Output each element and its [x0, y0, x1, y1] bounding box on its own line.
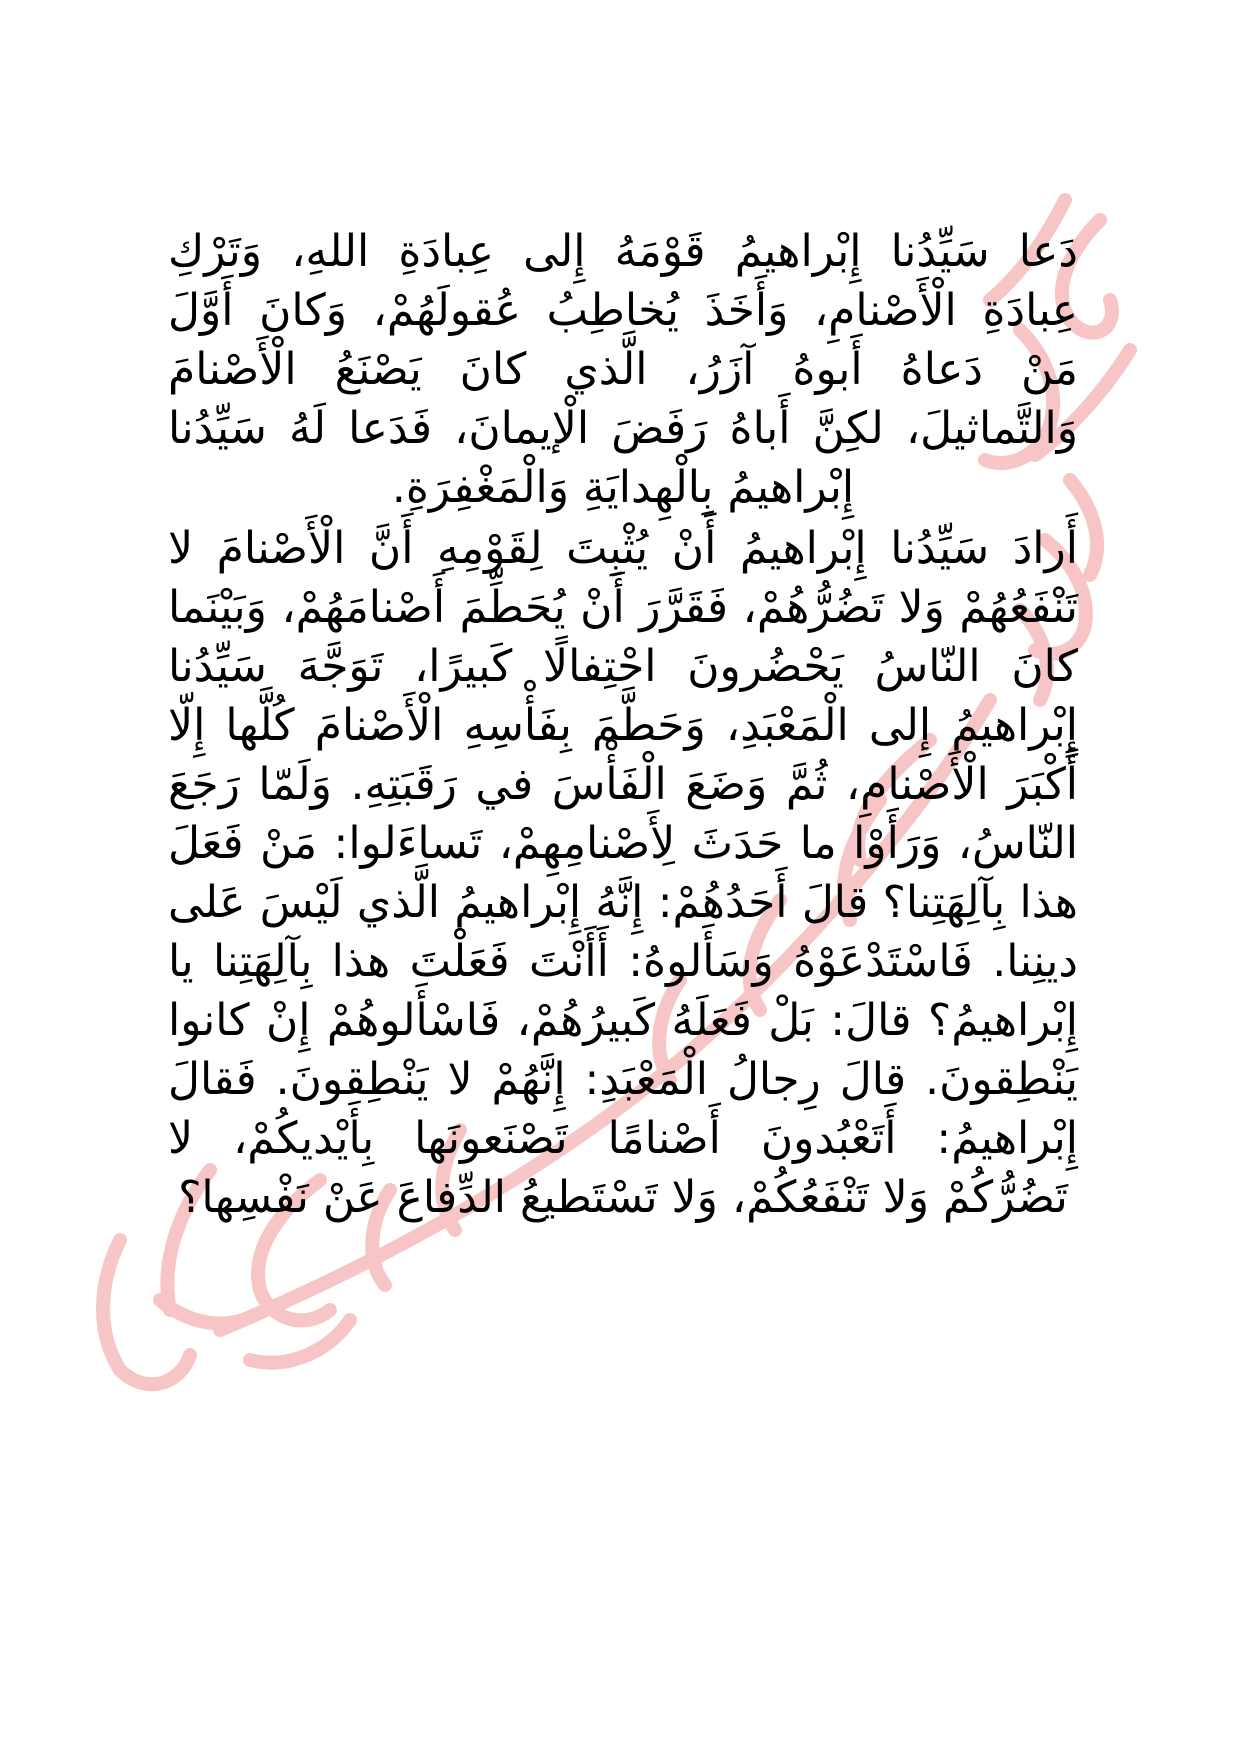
paragraph-2: أَرادَ سَيِّدُنا إِبْراهيمُ أَنْ يُثْبِتَ لِقَوْمِهِ أَنَّ الْأَصْنامَ لا تَنْفَعُهُمْ وَلا تَضُرُّهُمْ، فَقَرَّرَ أَنْ يُحَطِّمَ أَصْنامَهُمْ، وَبَيْنَما كانَ النّاسُ يَحْضُرونَ احْتِفالًا كَبيرًا، تَوَجَّهَ سَيِّدُنا إِبْراهيمُ إِلى الْمَعْبَدِ، وَحَطَّمَ بِفَأْسِهِ الْأَصْنامَ كُلَّها إِلّا أَكْبَرَ الْأَصْنامِ، ثُمَّ وَضَعَ الْفَأْسَ في رَقَبَتِهِ. وَلَمّا رَجَعَ النّاسُ، وَرَأَوْا ما حَدَثَ لِأَصْنامِهِمْ، تَساءَلوا: مَنْ فَعَلَ هذا بِآلِهَتِنا؟ قالَ أَحَدُهُمْ: إِنَّهُ إِبْراهيمُ الَّذي لَيْسَ عَلى دينِنا. فَاسْتَدْعَوْهُ وَسَأَلوهُ: أَأَنْتَ فَعَلْتَ هذا بِآلِهَتِنا يا إِبْراهيمُ؟ قالَ: بَلْ فَعَلَهُ كَبيرُهُمْ، فَاسْأَلوهُمْ إِنْ كانوا يَنْطِقونَ. قالَ رِجالُ الْمَعْبَدِ: إِنَّهُمْ لا يَنْطِقونَ. فَقالَ إِبْراهيمُ: أَتَعْبُدونَ أَصْنامًا تَصْنَعونَها بِأَيْديكُمْ، لا تَضُرُّكُمْ وَلا تَنْفَعُكُمْ، وَلا تَسْتَطيعُ الدِّفاعَ عَنْ نَفْسِها؟ — [168, 523, 1078, 1223]
paragraph-1: دَعا سَيِّدُنا إِبْراهيمُ قَوْمَهُ إِلى عِبادَةِ اللهِ، وَتَرْكِ عِبادَةِ الْأَصْنامِ، وَأَخَذَ يُخاطِبُ عُقولَهُمْ، وَكانَ أَوَّلَ مَنْ دَعاهُ أَبوهُ آزَرُ، الَّذي كانَ يَصْنَعُ الْأَصْنامَ وَالتَّماثيلَ، لكِنَّ أَباهُ رَفَضَ الْإيمانَ، فَدَعا لَهُ سَيِّدُنا إِبْراهيمُ بِالْهِدايَةِ وَالْمَغْفِرَةِ. — [168, 226, 1078, 513]
story-text — [168, 222, 1078, 1227]
